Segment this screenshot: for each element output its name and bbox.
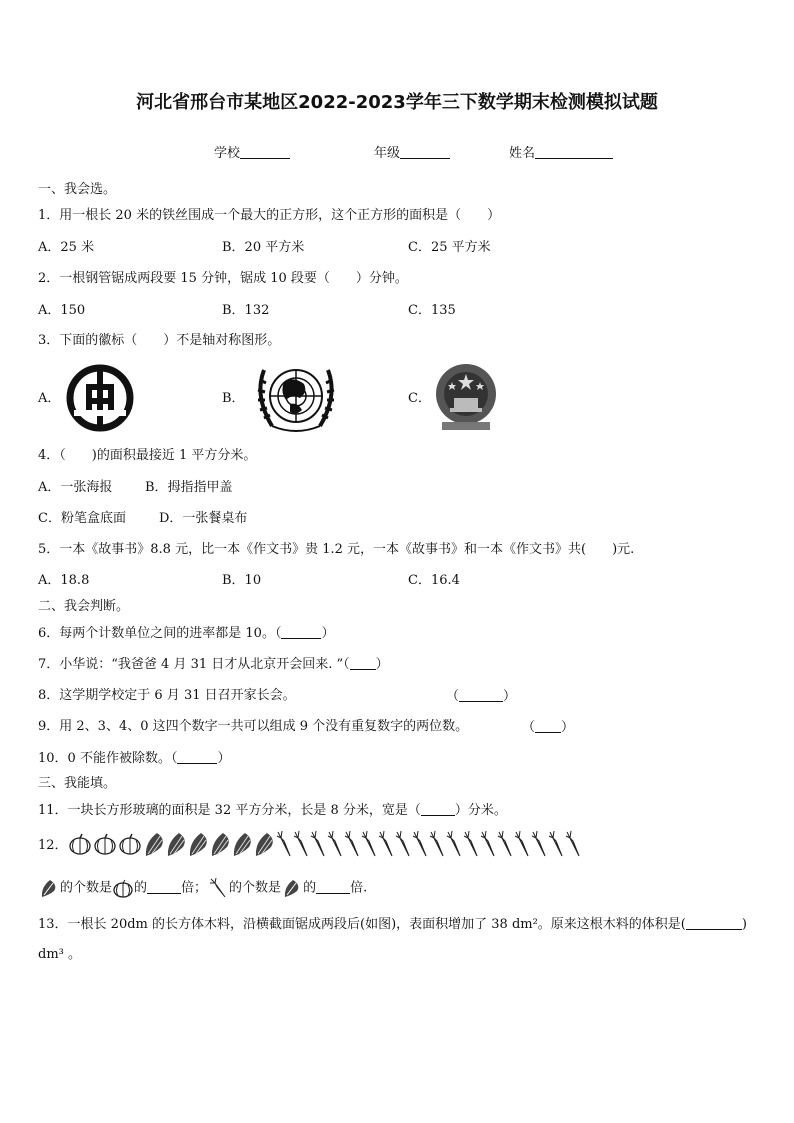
q3-option-c[interactable]: C． bbox=[408, 391, 431, 406]
national-emblem-icon bbox=[432, 360, 500, 434]
corn-icon bbox=[38, 877, 60, 899]
q12-t6: 倍. bbox=[350, 880, 368, 896]
q8-answer bbox=[446, 688, 516, 705]
q13-line1 bbox=[38, 916, 747, 933]
name-label: 姓名 bbox=[509, 146, 536, 161]
q12-question bbox=[38, 877, 367, 900]
q7 bbox=[38, 656, 389, 673]
carrot-icon bbox=[530, 830, 547, 858]
q11-text: 11．一块长方形玻璃的面积是 32 平方分米，长是 8 分米，宽是（ bbox=[38, 803, 421, 818]
carrot-icon bbox=[377, 830, 394, 858]
corn-icon bbox=[143, 830, 165, 858]
pumpkin-icon bbox=[112, 877, 134, 899]
q5-option-b[interactable]: B．10 bbox=[222, 573, 262, 588]
q8-close: ） bbox=[503, 689, 517, 704]
carrot-icon bbox=[275, 830, 292, 858]
q13-close: ) bbox=[741, 917, 747, 932]
q4-option-d[interactable]: D．一张餐桌布 bbox=[159, 511, 248, 526]
q6 bbox=[38, 625, 334, 642]
q1-option-a[interactable]: A．25 米 bbox=[38, 240, 95, 255]
q11-answer-blank[interactable] bbox=[421, 802, 455, 816]
q10-answer-blank[interactable] bbox=[177, 750, 217, 764]
q13-line2: dm³ 。 bbox=[38, 947, 81, 962]
school-label: 学校 bbox=[214, 146, 241, 161]
q4-option-a[interactable]: A．一张海报 bbox=[38, 480, 113, 495]
q8-text: 8．这学期学校定于 6 月 31 日召开家长会。 bbox=[38, 688, 296, 703]
q4-option-c[interactable]: C．粉笔盒底面 bbox=[38, 511, 126, 526]
carrot-icon bbox=[207, 877, 229, 899]
carrot-icon bbox=[309, 830, 326, 858]
q7-text: 7．小华说：“我爸爸 4 月 31 日才从北京开会回来. ”（ bbox=[38, 657, 350, 672]
q1-option-c[interactable]: C．25 平方米 bbox=[408, 240, 491, 255]
grade-field bbox=[374, 142, 450, 161]
carrot-icon bbox=[564, 830, 581, 858]
pumpkin-icon bbox=[93, 830, 118, 858]
corn-icon bbox=[165, 830, 187, 858]
q12-t2: 的 bbox=[134, 880, 148, 896]
q3-option-b[interactable]: B． bbox=[222, 391, 245, 406]
q12-t4: 的个数是 bbox=[229, 880, 282, 896]
q7-close: ） bbox=[375, 657, 389, 672]
q12-blank-1[interactable] bbox=[147, 880, 181, 894]
q5-option-c[interactable]: C．16.4 bbox=[408, 573, 460, 588]
section-2-heading: 二、我会判断。 bbox=[38, 599, 130, 614]
q1-stem: 1．用一根长 20 米的铁丝围成一个最大的正方形，这个正方形的面积是（ ） bbox=[38, 208, 501, 223]
q12-label: 12． bbox=[38, 838, 68, 853]
carrot-icon bbox=[445, 830, 462, 858]
section-3-heading: 三、我能填。 bbox=[38, 776, 117, 791]
q11 bbox=[38, 802, 507, 819]
q9-close: ） bbox=[561, 720, 575, 735]
q3-option-a[interactable]: A． bbox=[38, 391, 61, 406]
carrot-icon bbox=[411, 830, 428, 858]
q9-answer-blank[interactable] bbox=[535, 719, 561, 733]
carrot-icon bbox=[326, 830, 343, 858]
carrot-icon bbox=[513, 830, 530, 858]
q9-text: 9．用 2、3、4、0 这四个数字一共可以组成 9 个没有重复数字的两位数。 bbox=[38, 719, 469, 734]
page-title: 河北省邢台市某地区2022-2023学年三下数学期末检测模拟试题 bbox=[136, 92, 658, 113]
q11-close: ）分米。 bbox=[454, 803, 507, 818]
q10 bbox=[38, 750, 230, 767]
q9-open: （ bbox=[522, 720, 536, 735]
name-field bbox=[509, 142, 613, 161]
school-field bbox=[214, 142, 290, 161]
q8-answer-blank[interactable] bbox=[459, 688, 503, 702]
q12-t3: 倍； bbox=[181, 880, 208, 896]
carrot-icon bbox=[428, 830, 445, 858]
q4-option-b[interactable]: B．拇指指甲盖 bbox=[145, 480, 233, 495]
q12-blank-2[interactable] bbox=[316, 880, 350, 894]
carrot-icon bbox=[343, 830, 360, 858]
corn-icon bbox=[281, 877, 303, 899]
q2-option-b[interactable]: B．132 bbox=[222, 303, 270, 318]
q6-close: ） bbox=[321, 626, 335, 641]
carrot-icon bbox=[292, 830, 309, 858]
corn-icon bbox=[253, 830, 275, 858]
q13-answer-blank[interactable] bbox=[686, 916, 742, 930]
q2-stem: 2．一根钢管锯成两段要 15 分钟，锯成 10 段要（ ）分钟。 bbox=[38, 271, 408, 286]
q10-close: ） bbox=[217, 751, 231, 766]
pumpkin-icon bbox=[118, 830, 143, 858]
q12-t5: 的 bbox=[303, 880, 317, 896]
q1-option-b[interactable]: B．20 平方米 bbox=[222, 240, 305, 255]
q6-text: 6．每两个计数单位之间的进率都是 10。（ bbox=[38, 626, 282, 641]
q10-text: 10．0 不能作被除数。（ bbox=[38, 751, 178, 766]
carrot-icon bbox=[479, 830, 496, 858]
q6-answer-blank[interactable] bbox=[281, 625, 321, 639]
grade-label: 年级 bbox=[374, 146, 401, 161]
corn-icon bbox=[187, 830, 209, 858]
carrot-icon bbox=[496, 830, 513, 858]
corn-icon bbox=[231, 830, 253, 858]
school-blank[interactable] bbox=[240, 145, 290, 159]
un-emblem-icon bbox=[250, 358, 342, 438]
vegetable-row bbox=[68, 830, 581, 858]
q9-answer bbox=[522, 719, 574, 736]
q2-option-a[interactable]: A．150 bbox=[38, 303, 86, 318]
q5-option-a[interactable]: A．18.8 bbox=[38, 573, 90, 588]
q12-t1: 的个数是 bbox=[60, 880, 113, 896]
q3-stem: 3．下面的徽标（ ）不是轴对称图形。 bbox=[38, 333, 281, 348]
q4-stem: 4．（ )的面积最接近 1 平方分米。 bbox=[38, 448, 257, 463]
carrot-icon bbox=[360, 830, 377, 858]
name-blank[interactable] bbox=[535, 145, 613, 159]
bank-emblem-icon bbox=[64, 362, 136, 434]
carrot-icon bbox=[547, 830, 564, 858]
corn-icon bbox=[209, 830, 231, 858]
grade-blank[interactable] bbox=[400, 145, 450, 159]
q13-text: 13．一根长 20dm 的长方体木料，沿横截面锯成两段后(如图)，表面积增加了 38 dm²。原来这根木料的体积是( bbox=[38, 917, 686, 932]
q7-answer-blank[interactable] bbox=[350, 656, 376, 670]
carrot-icon bbox=[394, 830, 411, 858]
q2-option-c[interactable]: C．135 bbox=[408, 303, 456, 318]
q8-open: （ bbox=[446, 689, 460, 704]
pumpkin-icon bbox=[68, 830, 93, 858]
carrot-icon bbox=[462, 830, 479, 858]
section-1-heading: 一、我会选。 bbox=[38, 182, 117, 197]
q5-stem: 5．一本《故事书》8.8 元，比一本《作文书》贵 1.2 元，一本《故事书》和一本《作文书》共( )元. bbox=[38, 542, 635, 557]
